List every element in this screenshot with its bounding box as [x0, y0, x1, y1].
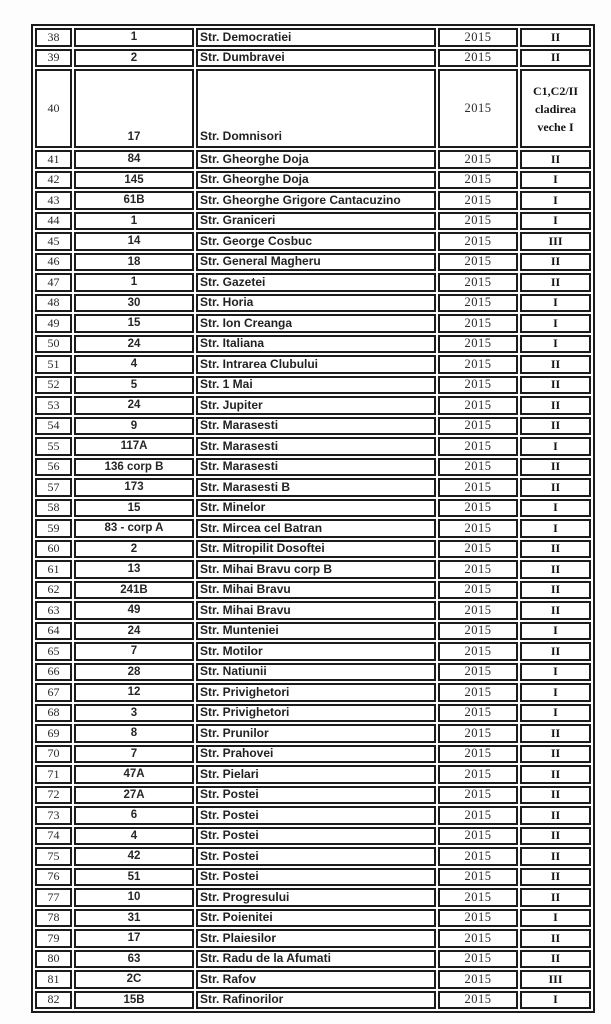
cell-year: 2015: [438, 28, 518, 47]
cell-street-name: Str. Jupiter: [196, 396, 436, 415]
cell-street-name: Str. Minelor: [196, 499, 436, 518]
cell-house-number: 49: [74, 601, 194, 620]
table-row: [35, 335, 591, 354]
table-row: [35, 417, 591, 436]
cell-house-number: 8: [74, 724, 194, 743]
cell-house-number: 1: [74, 28, 194, 47]
cell-row-number: 39: [35, 49, 72, 68]
cell-row-number: 46: [35, 253, 72, 272]
cell-year: 2015: [438, 540, 518, 559]
cell-row-number: 70: [35, 745, 72, 764]
cell-year: 2015: [438, 745, 518, 764]
cell-row-number: 64: [35, 622, 72, 641]
cell-category: I: [520, 212, 591, 231]
cell-house-number: 5: [74, 376, 194, 395]
cell-year: 2015: [438, 724, 518, 743]
cell-street-name: Str. Postei: [196, 847, 436, 866]
cell-house-number: 241B: [74, 581, 194, 600]
cell-street-name: Str. Rafinorilor: [196, 991, 436, 1010]
cell-house-number: 6: [74, 806, 194, 825]
cell-house-number: 15: [74, 499, 194, 518]
table-row: [35, 786, 591, 805]
cell-year: 2015: [438, 909, 518, 928]
table-row: [35, 683, 591, 702]
table-row: [35, 69, 591, 148]
table-row: [35, 642, 591, 661]
cell-street-name: Str. Gazetei: [196, 273, 436, 292]
table-row: [35, 601, 591, 620]
cell-year: 2015: [438, 376, 518, 395]
cell-house-number: 2: [74, 49, 194, 68]
table-row: [35, 212, 591, 231]
table-row: [35, 171, 591, 190]
cell-category: II: [520, 724, 591, 743]
cell-year: 2015: [438, 49, 518, 68]
cell-street-name: Str. Prunilor: [196, 724, 436, 743]
cell-row-number: 49: [35, 314, 72, 333]
cell-year: 2015: [438, 847, 518, 866]
cell-house-number: 28: [74, 663, 194, 682]
cell-street-name: Str. Postei: [196, 786, 436, 805]
cell-house-number: 24: [74, 335, 194, 354]
table-row: [35, 806, 591, 825]
cell-category: II: [520, 540, 591, 559]
cell-year: 2015: [438, 171, 518, 190]
cell-row-number: 78: [35, 909, 72, 928]
cell-street-name: Str. Marasesti B: [196, 478, 436, 497]
cell-row-number: 38: [35, 28, 72, 47]
cell-street-name: Str. Privighetori: [196, 683, 436, 702]
cell-year: 2015: [438, 212, 518, 231]
cell-row-number: 51: [35, 355, 72, 374]
cell-category: I: [520, 314, 591, 333]
cell-category: II: [520, 28, 591, 47]
cell-year: 2015: [438, 991, 518, 1010]
cell-row-number: 80: [35, 950, 72, 969]
cell-year: 2015: [438, 69, 518, 148]
cell-house-number: 18: [74, 253, 194, 272]
cell-row-number: 66: [35, 663, 72, 682]
cell-house-number: 47A: [74, 765, 194, 784]
table-row: [35, 765, 591, 784]
cell-category: II: [520, 745, 591, 764]
cell-category: II: [520, 355, 591, 374]
cell-category: II: [520, 581, 591, 600]
cell-category: II: [520, 642, 591, 661]
cell-house-number: 117A: [74, 437, 194, 456]
table-row: [35, 519, 591, 538]
cell-category: I: [520, 704, 591, 723]
cell-year: 2015: [438, 642, 518, 661]
cell-house-number: 2C: [74, 970, 194, 989]
cell-house-number: 63: [74, 950, 194, 969]
cell-category: II: [520, 765, 591, 784]
cell-year: 2015: [438, 294, 518, 313]
cell-row-number: 72: [35, 786, 72, 805]
cell-year: 2015: [438, 601, 518, 620]
cell-street-name: Str. Domnisori: [196, 69, 436, 148]
cell-row-number: 61: [35, 560, 72, 579]
table-row: [35, 827, 591, 846]
cell-category: II: [520, 929, 591, 948]
cell-category: II: [520, 150, 591, 169]
cell-year: 2015: [438, 806, 518, 825]
cell-street-name: Str. Dumbravei: [196, 49, 436, 68]
cell-house-number: 14: [74, 232, 194, 251]
building-address-table: [31, 24, 595, 1013]
cell-category: II: [520, 253, 591, 272]
category-line: C1,C2/II: [532, 83, 578, 98]
cell-house-number: 30: [74, 294, 194, 313]
cell-year: 2015: [438, 970, 518, 989]
cell-year: 2015: [438, 888, 518, 907]
cell-year: 2015: [438, 519, 518, 538]
cell-row-number: 73: [35, 806, 72, 825]
cell-row-number: 79: [35, 929, 72, 948]
cell-street-name: Str. George Cosbuc: [196, 232, 436, 251]
cell-category: I: [520, 991, 591, 1010]
cell-house-number: 1: [74, 212, 194, 231]
cell-year: 2015: [438, 396, 518, 415]
cell-category: II: [520, 49, 591, 68]
cell-street-name: Str. Rafov: [196, 970, 436, 989]
cell-row-number: 60: [35, 540, 72, 559]
cell-row-number: 69: [35, 724, 72, 743]
cell-year: 2015: [438, 253, 518, 272]
cell-street-name: Str. Gheorghe Doja: [196, 150, 436, 169]
cell-street-name: Str. Postei: [196, 806, 436, 825]
cell-house-number: 4: [74, 355, 194, 374]
cell-category: II: [520, 273, 591, 292]
cell-row-number: 68: [35, 704, 72, 723]
table-body: [35, 28, 591, 1009]
cell-street-name: Str. Marasesti: [196, 437, 436, 456]
cell-street-name: Str. Italiana: [196, 335, 436, 354]
cell-street-name: Str. Horia: [196, 294, 436, 313]
cell-house-number: 13: [74, 560, 194, 579]
cell-category: II: [520, 478, 591, 497]
cell-street-name: Str. Mircea cel Batran: [196, 519, 436, 538]
cell-street-name: Str. Progresului: [196, 888, 436, 907]
cell-year: 2015: [438, 581, 518, 600]
cell-house-number: 84: [74, 150, 194, 169]
cell-row-number: 75: [35, 847, 72, 866]
category-line: veche I: [537, 119, 574, 134]
cell-year: 2015: [438, 458, 518, 477]
cell-house-number: 4: [74, 827, 194, 846]
cell-category: III: [520, 232, 591, 251]
cell-house-number: 27A: [74, 786, 194, 805]
cell-street-name: Str. Mihai Bravu corp B: [196, 560, 436, 579]
cell-street-name: Str. Pielari: [196, 765, 436, 784]
cell-row-number: 63: [35, 601, 72, 620]
cell-house-number: 12: [74, 683, 194, 702]
cell-row-number: 55: [35, 437, 72, 456]
table-row: [35, 868, 591, 887]
cell-category: II: [520, 376, 591, 395]
cell-row-number: 48: [35, 294, 72, 313]
cell-house-number: 3: [74, 704, 194, 723]
cell-year: 2015: [438, 478, 518, 497]
cell-house-number: 51: [74, 868, 194, 887]
cell-category: II: [520, 888, 591, 907]
cell-street-name: Str. Mitropilit Dosoftei: [196, 540, 436, 559]
cell-year: 2015: [438, 417, 518, 436]
cell-street-name: Str. 1 Mai: [196, 376, 436, 395]
cell-year: 2015: [438, 827, 518, 846]
cell-row-number: 44: [35, 212, 72, 231]
table-row: [35, 478, 591, 497]
cell-category: II: [520, 417, 591, 436]
cell-category: I: [520, 335, 591, 354]
cell-house-number: 42: [74, 847, 194, 866]
cell-house-number: 1: [74, 273, 194, 292]
cell-year: 2015: [438, 437, 518, 456]
cell-house-number: 7: [74, 745, 194, 764]
table-row: [35, 540, 591, 559]
cell-row-number: 47: [35, 273, 72, 292]
cell-row-number: 59: [35, 519, 72, 538]
cell-year: 2015: [438, 560, 518, 579]
table-row: [35, 49, 591, 68]
cell-year: 2015: [438, 663, 518, 682]
cell-street-name: Str. Intrarea Clubului: [196, 355, 436, 374]
cell-row-number: 62: [35, 581, 72, 600]
cell-year: 2015: [438, 929, 518, 948]
table-row: [35, 560, 591, 579]
cell-category: I: [520, 683, 591, 702]
table-row: [35, 28, 591, 47]
table-row: [35, 150, 591, 169]
cell-year: 2015: [438, 704, 518, 723]
cell-category: I: [520, 519, 591, 538]
table-row: [35, 273, 591, 292]
cell-category: III: [520, 970, 591, 989]
cell-row-number: 56: [35, 458, 72, 477]
cell-year: 2015: [438, 683, 518, 702]
cell-category: I: [520, 437, 591, 456]
cell-category: II: [520, 601, 591, 620]
cell-street-name: Str. Prahovei: [196, 745, 436, 764]
cell-street-name: Str. General Magheru: [196, 253, 436, 272]
cell-category: I: [520, 294, 591, 313]
cell-year: 2015: [438, 273, 518, 292]
cell-category: I: [520, 171, 591, 190]
table-row: [35, 622, 591, 641]
cell-row-number: 77: [35, 888, 72, 907]
cell-year: 2015: [438, 232, 518, 251]
table-row: [35, 704, 591, 723]
cell-category: I: [520, 622, 591, 641]
table-row: [35, 437, 591, 456]
cell-street-name: Str. Radu de la Afumati: [196, 950, 436, 969]
cell-street-name: Str. Ion Creanga: [196, 314, 436, 333]
cell-year: 2015: [438, 191, 518, 210]
cell-row-number: 71: [35, 765, 72, 784]
cell-year: 2015: [438, 868, 518, 887]
cell-street-name: Str. Gheorghe Grigore Cantacuzino: [196, 191, 436, 210]
table-row: [35, 191, 591, 210]
cell-house-number: 31: [74, 909, 194, 928]
cell-street-name: Str. Privighetori: [196, 704, 436, 723]
cell-street-name: Str. Graniceri: [196, 212, 436, 231]
cell-street-name: Str. Mihai Bravu: [196, 601, 436, 620]
cell-house-number: 173: [74, 478, 194, 497]
cell-row-number: 81: [35, 970, 72, 989]
cell-year: 2015: [438, 314, 518, 333]
table-row: [35, 376, 591, 395]
cell-house-number: 17: [74, 69, 194, 148]
table-row: [35, 929, 591, 948]
cell-category: II: [520, 950, 591, 969]
cell-street-name: Str. Postei: [196, 868, 436, 887]
table-row: [35, 724, 591, 743]
table-row: [35, 950, 591, 969]
cell-street-name: Str. Gheorghe Doja: [196, 171, 436, 190]
cell-year: 2015: [438, 786, 518, 805]
table-row: [35, 991, 591, 1010]
cell-category: [520, 69, 591, 148]
table-row: [35, 294, 591, 313]
cell-house-number: 2: [74, 540, 194, 559]
cell-street-name: Str. Plaiesilor: [196, 929, 436, 948]
table-row: [35, 355, 591, 374]
cell-category: II: [520, 847, 591, 866]
table-row: [35, 970, 591, 989]
cell-row-number: 76: [35, 868, 72, 887]
cell-row-number: 74: [35, 827, 72, 846]
cell-category: II: [520, 827, 591, 846]
cell-category: I: [520, 499, 591, 518]
cell-category: II: [520, 458, 591, 477]
table-row: [35, 909, 591, 928]
cell-year: 2015: [438, 950, 518, 969]
table-row: [35, 314, 591, 333]
cell-category: II: [520, 396, 591, 415]
cell-year: 2015: [438, 150, 518, 169]
cell-category: I: [520, 191, 591, 210]
cell-house-number: 15B: [74, 991, 194, 1010]
cell-row-number: 58: [35, 499, 72, 518]
table-row: [35, 847, 591, 866]
cell-house-number: 24: [74, 396, 194, 415]
cell-house-number: 61B: [74, 191, 194, 210]
table-row: [35, 253, 591, 272]
cell-street-name: Str. Postei: [196, 827, 436, 846]
cell-row-number: 40: [35, 69, 72, 148]
cell-category: II: [520, 868, 591, 887]
table-row: [35, 663, 591, 682]
cell-house-number: 24: [74, 622, 194, 641]
cell-row-number: 50: [35, 335, 72, 354]
cell-row-number: 45: [35, 232, 72, 251]
cell-house-number: 83 - corp A: [74, 519, 194, 538]
cell-house-number: 136 corp B: [74, 458, 194, 477]
cell-year: 2015: [438, 499, 518, 518]
cell-house-number: 17: [74, 929, 194, 948]
cell-category: II: [520, 560, 591, 579]
cell-house-number: 7: [74, 642, 194, 661]
cell-row-number: 54: [35, 417, 72, 436]
cell-house-number: 10: [74, 888, 194, 907]
table-row: [35, 232, 591, 251]
cell-street-name: Str. Munteniei: [196, 622, 436, 641]
cell-street-name: Str. Poienitei: [196, 909, 436, 928]
cell-street-name: Str. Mihai Bravu: [196, 581, 436, 600]
cell-year: 2015: [438, 622, 518, 641]
cell-year: 2015: [438, 335, 518, 354]
cell-category: II: [520, 786, 591, 805]
cell-category: II: [520, 806, 591, 825]
table-row: [35, 888, 591, 907]
table-row: [35, 458, 591, 477]
cell-category: I: [520, 909, 591, 928]
table-row: [35, 396, 591, 415]
cell-street-name: Str. Motilor: [196, 642, 436, 661]
cell-row-number: 53: [35, 396, 72, 415]
table-row: [35, 581, 591, 600]
category-line: cladirea: [534, 101, 577, 116]
table-row: [35, 499, 591, 518]
cell-row-number: 42: [35, 171, 72, 190]
cell-house-number: 15: [74, 314, 194, 333]
cell-row-number: 57: [35, 478, 72, 497]
cell-category: I: [520, 663, 591, 682]
cell-year: 2015: [438, 765, 518, 784]
cell-house-number: 145: [74, 171, 194, 190]
cell-year: 2015: [438, 355, 518, 374]
cell-house-number: 9: [74, 417, 194, 436]
cell-row-number: 65: [35, 642, 72, 661]
cell-row-number: 82: [35, 991, 72, 1010]
table-row: [35, 745, 591, 764]
cell-street-name: Str. Marasesti: [196, 458, 436, 477]
cell-street-name: Str. Democratiei: [196, 28, 436, 47]
cell-street-name: Str. Natiunii: [196, 663, 436, 682]
cell-row-number: 41: [35, 150, 72, 169]
cell-row-number: 52: [35, 376, 72, 395]
cell-row-number: 43: [35, 191, 72, 210]
cell-row-number: 67: [35, 683, 72, 702]
cell-street-name: Str. Marasesti: [196, 417, 436, 436]
